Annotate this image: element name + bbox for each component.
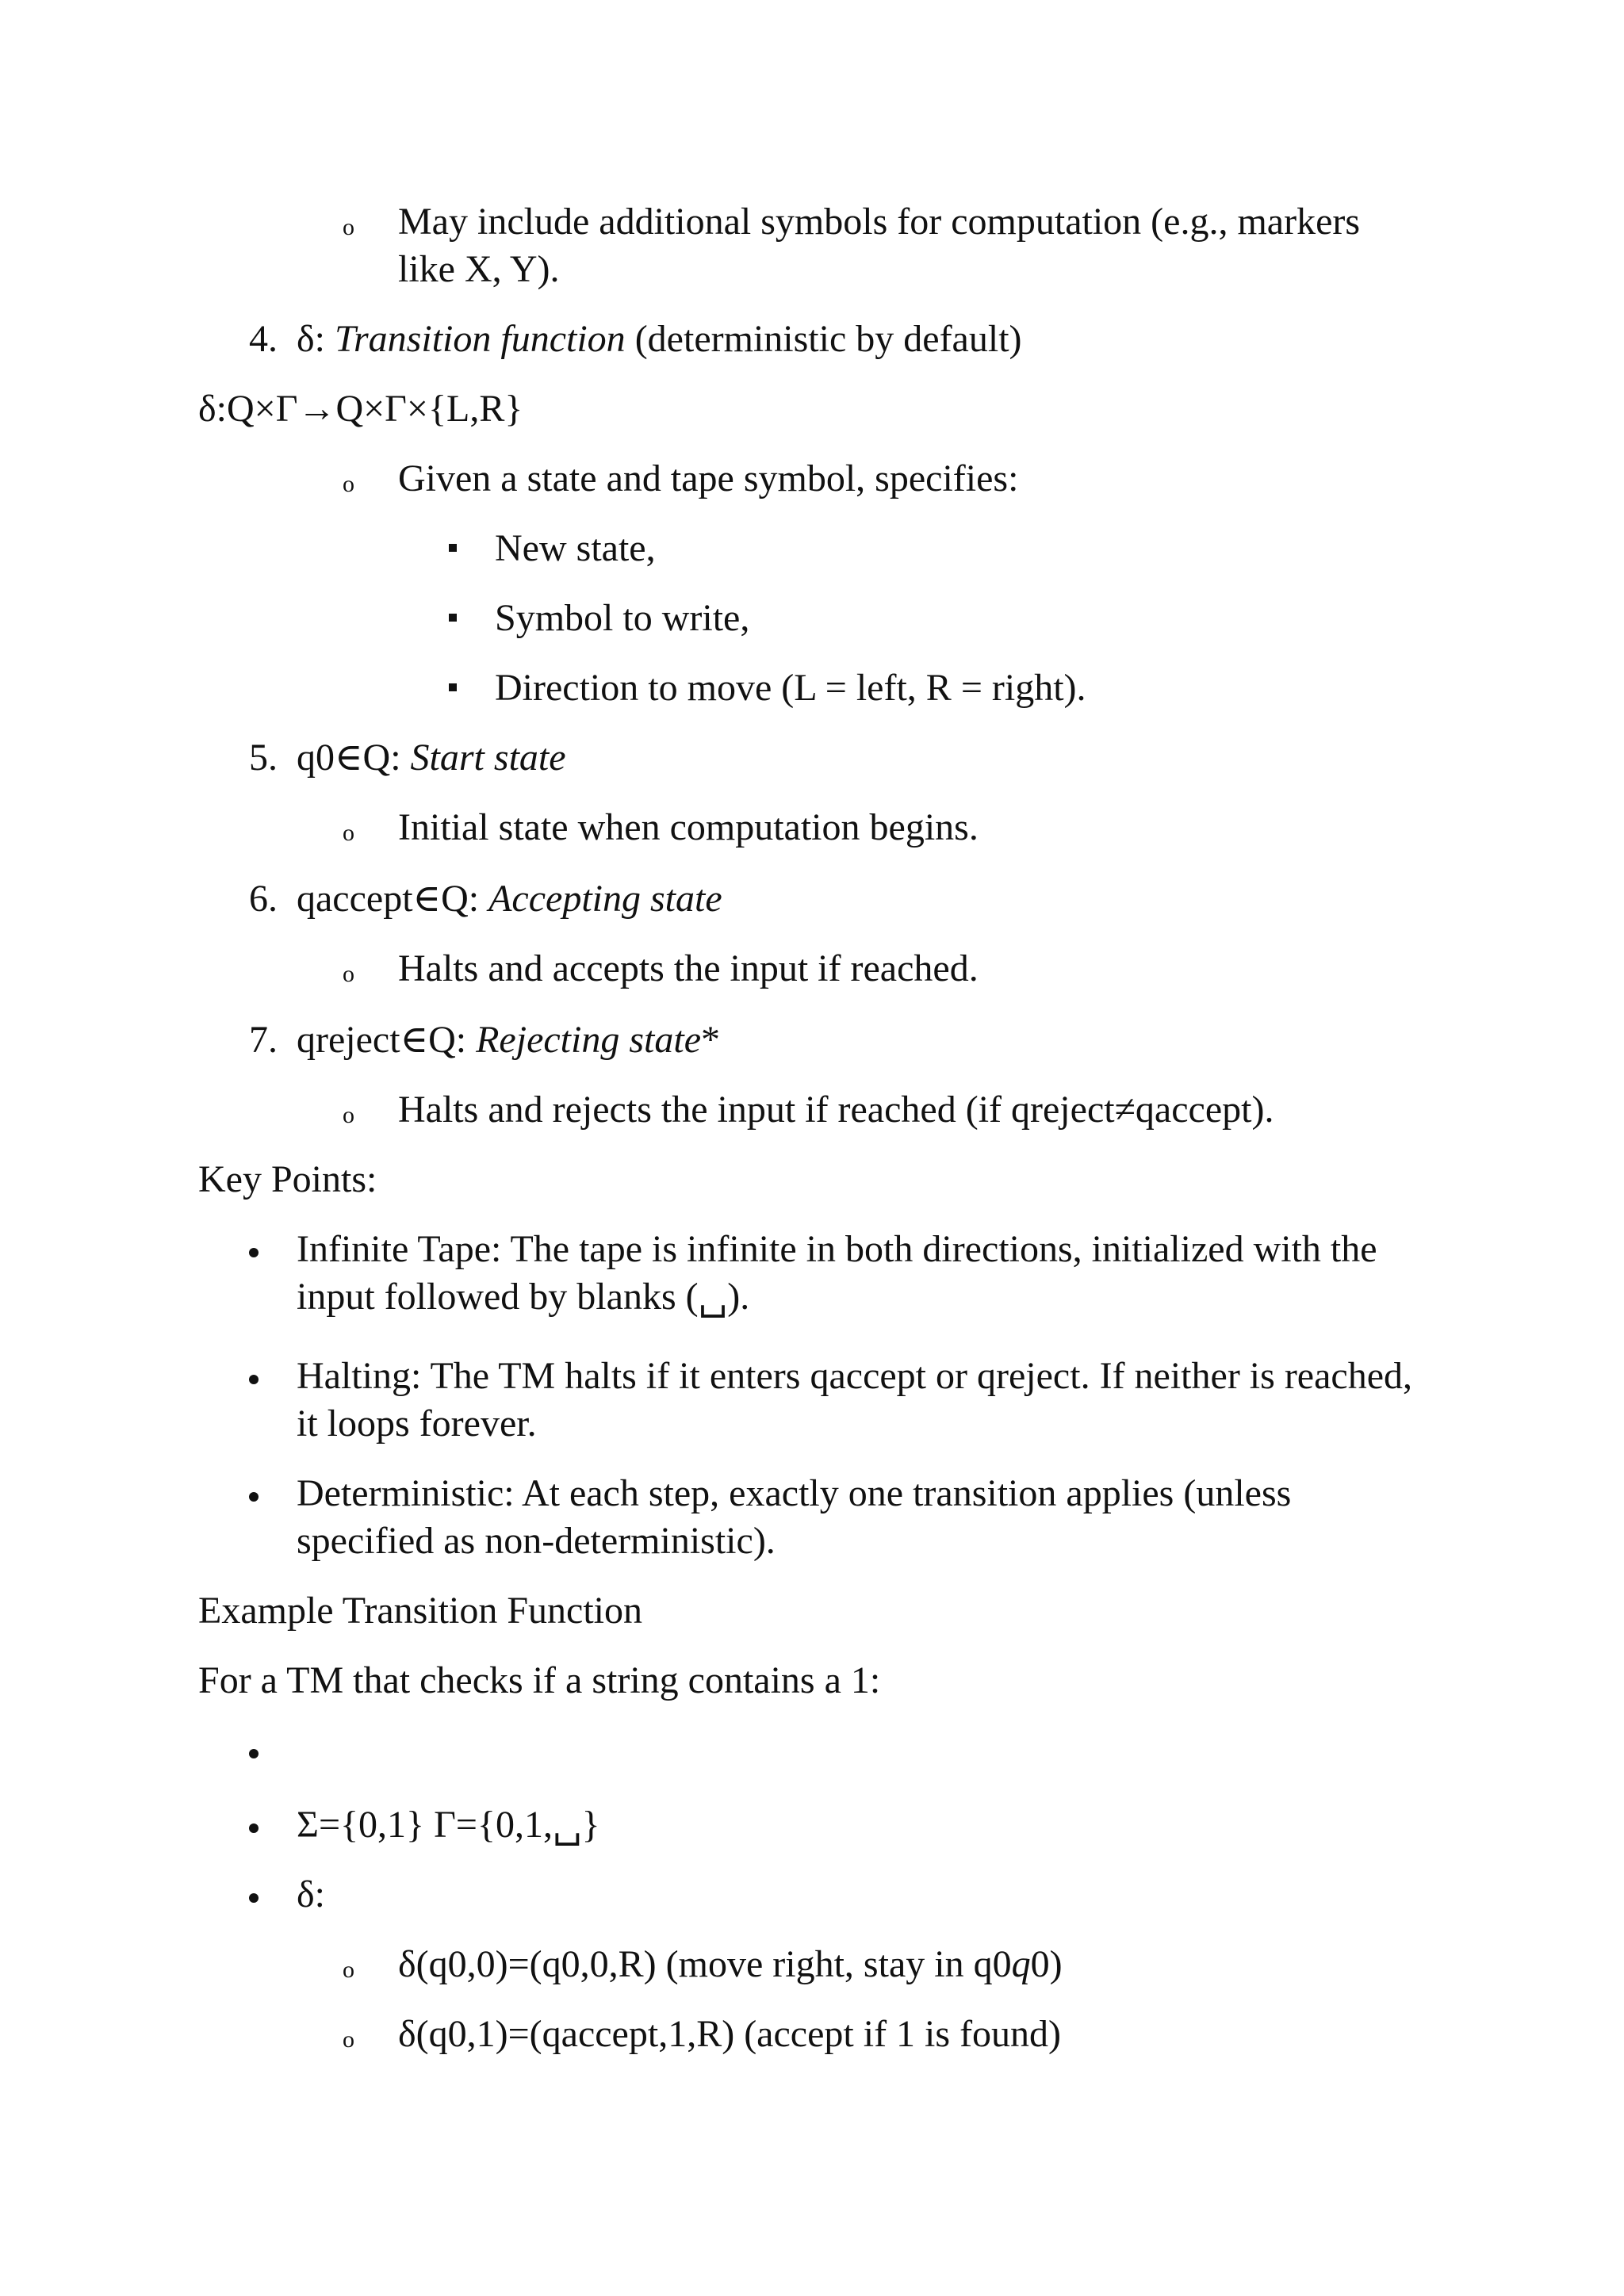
item-label: δ: — [297, 318, 335, 360]
bullet — [249, 1893, 259, 1903]
transition-text: 0) — [1030, 1943, 1063, 1985]
transition-italic: q — [1011, 1943, 1031, 1985]
text-line: Halts and rejects the input if reached (if qreject≠qaccept). — [398, 1089, 1274, 1131]
text-line: δ: — [297, 1873, 325, 1915]
text-line: Direction to move (L = left, R = right). — [495, 667, 1086, 709]
item-desc: (deterministic by default) — [625, 318, 1022, 360]
sub-bullet-marker: o — [343, 820, 354, 846]
transition-text: δ(q0,0)=(q0,0,R) (move right, stay in q0 — [398, 1943, 1012, 1985]
item-label: q0∈Q: — [297, 737, 411, 779]
bullet — [249, 1375, 259, 1384]
list-item-text — [297, 875, 722, 923]
square-bullet — [449, 683, 457, 691]
text-line: New state, — [495, 527, 656, 569]
item-label: qaccept∈Q: — [297, 878, 489, 920]
list-number: 7. — [249, 1019, 278, 1061]
bullet — [249, 1823, 259, 1833]
sub-bullet-marker: o — [343, 1102, 354, 1128]
text-line: like X, Y). — [398, 248, 560, 290]
sub-bullet-marker: o — [343, 471, 354, 497]
list-number: 4. — [249, 318, 278, 360]
text-line: it loops forever. — [297, 1402, 537, 1445]
text-line: Halting: The TM halts if it enters qaccept or qreject. If neither is reached, — [297, 1355, 1413, 1397]
text-line: specified as non-deterministic). — [297, 1520, 776, 1562]
list-number: 5. — [249, 737, 278, 779]
item-term: Rejecting state — [476, 1019, 702, 1061]
item-term: Start state — [410, 737, 566, 779]
square-bullet — [449, 614, 457, 622]
text-line: input followed by blanks (␣). — [297, 1276, 750, 1318]
text-line — [398, 1941, 1063, 1988]
list-item-text — [297, 316, 1022, 363]
list-item-text — [297, 1016, 720, 1064]
item-term: Accepting state — [488, 878, 722, 920]
bullet — [249, 1492, 259, 1502]
text-line: Symbol to write, — [495, 597, 750, 639]
text-line: Σ={0,1} Γ={0,1,␣} — [297, 1804, 600, 1846]
text-line: Deterministic: At each step, exactly one transition applies (unless — [297, 1472, 1292, 1514]
item-term: Transition function — [334, 318, 626, 360]
section-heading: Key Points: — [198, 1158, 377, 1200]
text-line: Halts and accepts the input if reached. — [398, 947, 979, 989]
item-label: qreject∈Q: — [297, 1019, 477, 1061]
text-line: Given a state and tape symbol, specifies: — [398, 457, 1019, 499]
list-item-text — [297, 734, 566, 782]
text-line: δ(q0,1)=(qaccept,1,R) (accept if 1 is found) — [398, 2013, 1062, 2055]
text-line: Infinite Tape: The tape is infinite in both directions, initialized with the — [297, 1228, 1377, 1270]
sub-bullet-marker: o — [343, 2026, 354, 2053]
text-line: May include additional symbols for computation (e.g., markers — [398, 201, 1361, 243]
section-heading: Example Transition Function — [198, 1590, 643, 1632]
bullet — [249, 1749, 259, 1758]
sub-bullet-marker: o — [343, 214, 354, 240]
item-desc: * — [701, 1019, 721, 1061]
bullet — [249, 1248, 259, 1257]
formula: δ:Q×Γ→Q×Γ×{L,R} — [198, 388, 523, 430]
list-number: 6. — [249, 878, 278, 920]
sub-bullet-marker: o — [343, 1957, 354, 1983]
sub-bullet-marker: o — [343, 961, 354, 987]
text-line: For a TM that checks if a string contains a 1: — [198, 1659, 881, 1701]
text-line: Initial state when computation begins. — [398, 806, 979, 848]
square-bullet — [449, 544, 457, 552]
